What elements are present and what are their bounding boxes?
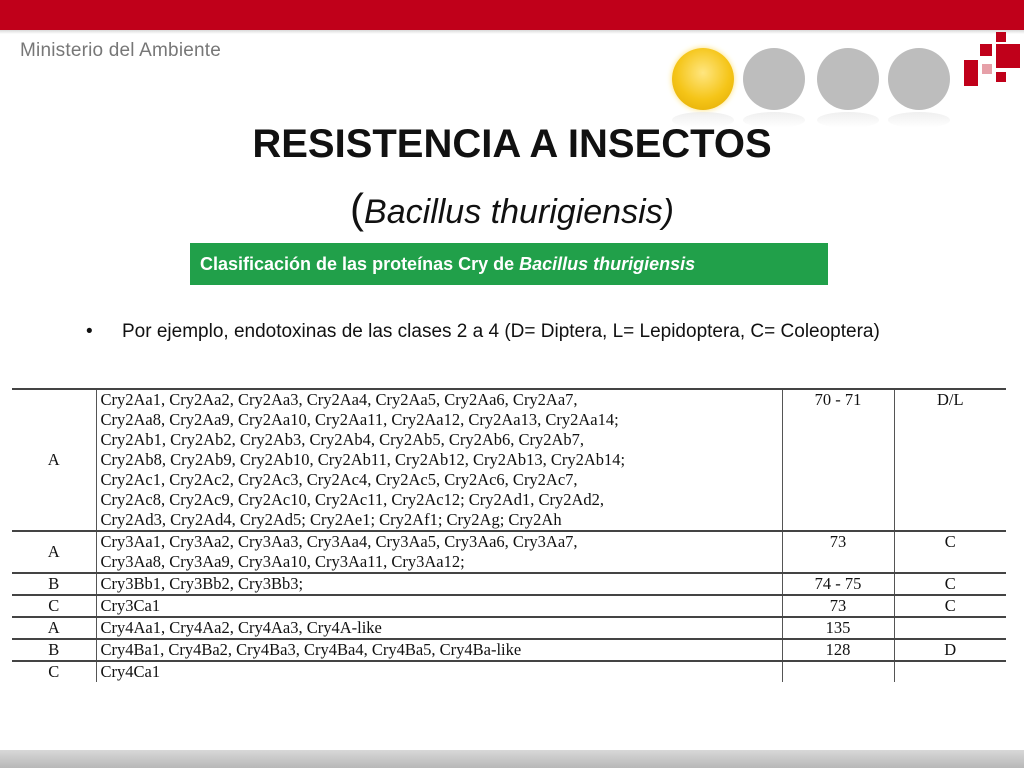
top-accent-bar: [0, 0, 1024, 30]
group-cell: C: [48, 596, 60, 615]
table-row: [12, 595, 1006, 617]
bullet-dot: •: [86, 321, 93, 342]
protein-line: Cry4Ca1: [100, 662, 161, 681]
section-label: [190, 243, 828, 285]
cry-protein-table: [12, 388, 1006, 692]
protein-line: Cry2Ab1, Cry2Ab2, Cry2Ab3, Cry2Ab4, Cry2Ab5, Cry2Ab6, Cry2Ab7,: [100, 430, 585, 449]
section-label-italic: Bacillus thurigiensis: [519, 254, 696, 274]
section-label-text: Clasificación de las proteínas Cry de: [200, 254, 520, 274]
bullet-text: Por ejemplo, endotoxinas de las clases 2 a 4 (D= Diptera, L= Lepidoptera, C= Coleoptera): [122, 321, 880, 342]
table-row: [12, 639, 1006, 661]
mass-cell: 128: [825, 640, 851, 659]
mass-cell: 135: [825, 618, 851, 637]
protein-line: Cry3Bb1, Cry3Bb2, Cry3Bb3;: [100, 574, 304, 593]
protein-line: Cry4Aa1, Cry4Aa2, Cry4Aa3, Cry4A-like: [100, 618, 382, 637]
mass-cell: 70 - 71: [814, 390, 862, 409]
protein-line: Cry2Aa8, Cry2Aa9, Cry2Aa10, Cry2Aa11, Cry2Aa12, Cry2Aa13, Cry2Aa14;: [100, 410, 619, 429]
proteins-cell: [96, 595, 782, 617]
bottom-bar: [0, 750, 1024, 768]
progress-circle: [743, 48, 805, 110]
protein-line: Cry4Ba1, Cry4Ba2, Cry4Ba3, Cry4Ba4, Cry4Ba5, Cry4Ba-like: [100, 640, 522, 659]
progress-circle: [888, 48, 950, 110]
target-cell: [894, 617, 1006, 639]
target-cell: C: [894, 531, 1006, 573]
target-cell: D: [894, 639, 1006, 661]
mass-cell: 73: [829, 596, 847, 615]
protein-line: Cry3Ca1: [100, 596, 161, 615]
org-name: Ministerio del Ambiente: [20, 40, 222, 61]
top-bar-shadow: [0, 30, 1024, 34]
slide-title: RESISTENCIA A INSECTOS: [252, 122, 772, 166]
progress-circle: [817, 48, 879, 110]
progress-circle-active: [672, 48, 734, 110]
protein-line: Cry2Ac1, Cry2Ac2, Cry2Ac3, Cry2Ac4, Cry2Ac5, Cry2Ac6, Cry2Ac7,: [100, 470, 578, 489]
protein-classification-table: [12, 388, 1006, 682]
proteins-cell: [96, 389, 782, 531]
table-row: [12, 389, 1006, 531]
proteins-cell: [96, 639, 782, 661]
target-cell: C: [894, 573, 1006, 595]
group-cell: B: [48, 640, 60, 659]
protein-line: Cry2Ab8, Cry2Ab9, Cry2Ab10, Cry2Ab11, Cry2Ab12, Cry2Ab13, Cry2Ab14;: [100, 450, 626, 469]
group-cell: A: [47, 450, 60, 469]
group-cell: A: [47, 618, 60, 637]
proteins-cell: [96, 617, 782, 639]
proteins-cell: [96, 573, 782, 595]
table-row: [12, 661, 1006, 682]
mass-cell: [782, 661, 894, 682]
target-cell: C: [894, 595, 1006, 617]
protein-line: Cry3Aa8, Cry3Aa9, Cry3Aa10, Cry3Aa11, Cry3Aa12;: [100, 552, 465, 571]
protein-line: Cry2Ad3, Cry2Ad4, Cry2Ad5; Cry2Ae1; Cry2Af1; Cry2Ag; Cry2Ah: [100, 510, 562, 529]
protein-line: Cry2Ac8, Cry2Ac9, Cry2Ac10, Cry2Ac11, Cry2Ac12; Cry2Ad1, Cry2Ad2,: [100, 490, 604, 509]
mass-cell: 73: [829, 532, 847, 551]
group-cell: A: [47, 542, 60, 561]
table-row: [12, 531, 1006, 573]
bullet-item: [86, 318, 946, 345]
group-cell: B: [48, 574, 60, 593]
mass-cell: 74 - 75: [814, 574, 862, 593]
ministry-logo-icon: [960, 20, 1022, 90]
slide-subtitle: [0, 185, 1024, 233]
table-row: [12, 617, 1006, 639]
subtitle-paren: (: [350, 185, 365, 232]
target-cell: [894, 661, 1006, 682]
proteins-cell: [96, 661, 782, 682]
group-cell: C: [48, 662, 60, 681]
protein-line: Cry3Aa1, Cry3Aa2, Cry3Aa3, Cry3Aa4, Cry3Aa5, Cry3Aa6, Cry3Aa7,: [100, 532, 578, 551]
table-row: [12, 573, 1006, 595]
subtitle-text: Bacillus thurigiensis): [364, 193, 674, 231]
protein-line: Cry2Aa1, Cry2Aa2, Cry2Aa3, Cry2Aa4, Cry2Aa5, Cry2Aa6, Cry2Aa7,: [100, 390, 578, 409]
target-cell: D/L: [894, 389, 1006, 531]
proteins-cell: [96, 531, 782, 573]
